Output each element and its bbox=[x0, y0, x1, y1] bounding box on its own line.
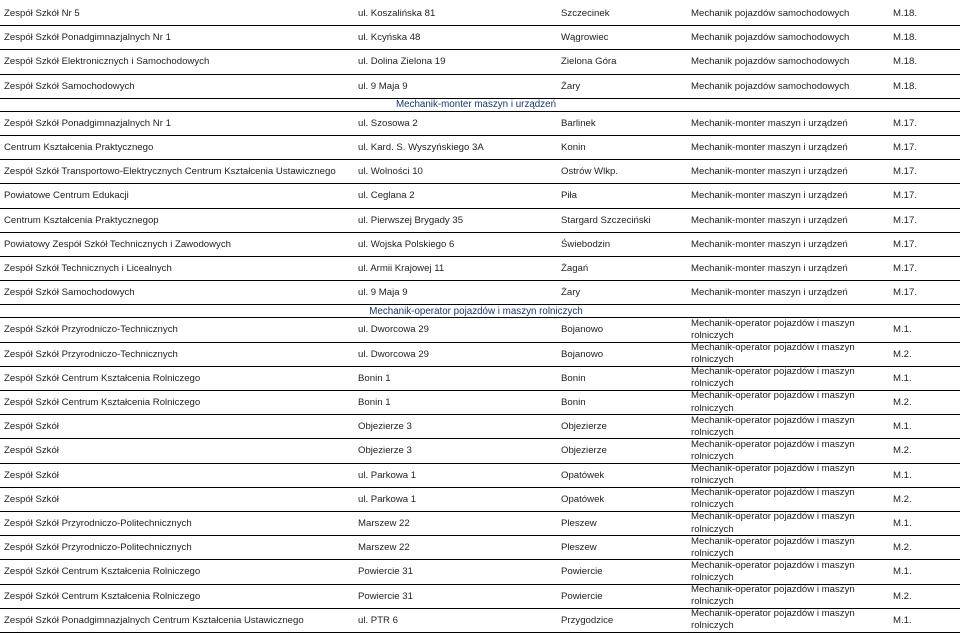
city-cell: Piła bbox=[561, 190, 577, 202]
table-row bbox=[0, 75, 960, 99]
school-cell: Zespół Szkół Samochodowych bbox=[4, 287, 135, 299]
school-cell: Zespół Szkół Samochodowych bbox=[4, 80, 135, 92]
code-cell: M.17. bbox=[893, 117, 917, 129]
city-cell: Opatówek bbox=[561, 469, 605, 481]
profession-cell: Mechanik-operator pojazdów i maszyn rolniczych bbox=[691, 584, 855, 608]
profession-cell: Mechanik-operator pojazdów i maszyn rolniczych bbox=[691, 342, 855, 366]
school-cell: Zespół Szkół Centrum Kształcenia Rolniczego bbox=[4, 590, 201, 602]
school-cell: Zespół Szkół Elektronicznych i Samochodowych bbox=[4, 56, 210, 68]
code-cell: M.18. bbox=[893, 80, 917, 92]
code-cell: M.17. bbox=[893, 238, 917, 250]
code-cell: M.2. bbox=[893, 493, 912, 505]
profession-cell: Mechanik-monter maszyn i urządzeń bbox=[691, 117, 848, 129]
school-cell: Zespół Szkół Transportowo-Elektrycznych Centrum Kształcenia Ustawicznego bbox=[4, 166, 336, 178]
city-cell: Przygodzice bbox=[561, 614, 614, 626]
profession-cell: Mechanik-operator pojazdów i maszyn rolniczych bbox=[691, 318, 855, 341]
address-cell: ul. Ceglana 2 bbox=[358, 190, 415, 202]
code-cell: M.18. bbox=[893, 32, 917, 44]
address-cell: ul. Parkowa 1 bbox=[358, 493, 417, 505]
school-cell: Zespół Szkół Przyrodniczo-Politechnicznych bbox=[4, 542, 192, 554]
city-cell: Objezierze bbox=[561, 445, 607, 457]
city-cell: Bojanowo bbox=[561, 348, 604, 360]
table-row bbox=[0, 50, 960, 74]
profession-cell: Mechanik-monter maszyn i urządzeń bbox=[691, 238, 848, 250]
table-row bbox=[0, 318, 960, 342]
code-cell: M.17. bbox=[893, 214, 917, 226]
code-cell: M.1. bbox=[893, 372, 912, 384]
code-cell: M.17. bbox=[893, 287, 917, 299]
code-cell: M.17. bbox=[893, 166, 917, 178]
table-row bbox=[0, 257, 960, 281]
address-cell: Objezierze 3 bbox=[358, 421, 412, 433]
address-cell: Objezierze 3 bbox=[358, 445, 412, 457]
profession-cell: Mechanik-operator pojazdów i maszyn rolniczych bbox=[691, 415, 855, 438]
profession-cell: Mechanik-operator pojazdów i maszyn rolniczych bbox=[691, 512, 855, 535]
city-cell: Wągrowiec bbox=[561, 32, 609, 44]
profession-cell: Mechanik-operator pojazdów i maszyn rolniczych bbox=[691, 608, 855, 632]
city-cell: Opatówek bbox=[561, 493, 605, 505]
city-cell: Zielona Góra bbox=[561, 56, 617, 68]
profession-cell: Mechanik-operator pojazdów i maszyn rolniczych bbox=[691, 391, 855, 414]
code-cell: M.1. bbox=[893, 566, 912, 578]
city-cell: Żary bbox=[561, 287, 581, 299]
profession-cell: Mechanik-operator pojazdów i maszyn rolniczych bbox=[691, 366, 855, 390]
table-row bbox=[0, 209, 960, 233]
profession-cell: Mechanik-monter maszyn i urządzeń bbox=[691, 263, 848, 275]
city-cell: Objezierze bbox=[561, 421, 607, 433]
profession-cell: Mechanik-monter maszyn i urządzeń bbox=[691, 190, 848, 202]
address-cell: ul. Dworcowa 29 bbox=[358, 324, 429, 336]
school-cell: Zespół Szkół bbox=[4, 421, 59, 433]
profession-cell: Mechanik-monter maszyn i urządzeń bbox=[691, 142, 848, 154]
code-cell: M.1. bbox=[893, 518, 912, 530]
code-cell: M.2. bbox=[893, 590, 912, 602]
address-cell: Powiercie 31 bbox=[358, 590, 413, 602]
code-cell: M.2. bbox=[893, 348, 912, 360]
profession-cell: Mechanik-operator pojazdów i maszyn rolniczych bbox=[691, 487, 855, 511]
table-row bbox=[0, 26, 960, 50]
city-cell: Ostrów Wlkp. bbox=[561, 166, 619, 178]
profession-cell: Mechanik-monter maszyn i urządzeń bbox=[691, 287, 848, 299]
city-cell: Bonin bbox=[561, 397, 586, 409]
school-cell: Zespół Szkół Technicznych i Licealnych bbox=[4, 263, 172, 275]
school-cell: Zespół Szkół Nr 5 bbox=[4, 8, 80, 20]
profession-cell: Mechanik-monter maszyn i urządzeń bbox=[691, 214, 848, 226]
school-cell: Zespół Szkół Ponadgimnazjalnych Nr 1 bbox=[4, 32, 171, 44]
profession-cell: Mechanik-monter maszyn i urządzeń bbox=[691, 166, 848, 178]
city-cell: Świebodzin bbox=[561, 238, 611, 250]
school-cell: Powiatowe Centrum Edukacji bbox=[4, 190, 129, 202]
city-cell: Bojanowo bbox=[561, 324, 604, 336]
table-row bbox=[0, 536, 960, 560]
school-cell: Centrum Kształcenia Praktycznegop bbox=[4, 214, 159, 226]
table-row bbox=[0, 464, 960, 488]
address-cell: Marszew 22 bbox=[358, 542, 410, 554]
city-cell: Barlinek bbox=[561, 117, 596, 129]
table-row bbox=[0, 560, 960, 584]
code-cell: M.17. bbox=[893, 263, 917, 275]
table-row bbox=[0, 391, 960, 415]
code-cell: M.1. bbox=[893, 421, 912, 433]
school-cell: Zespół Szkół bbox=[4, 493, 59, 505]
profession-cell: Mechanik-operator pojazdów i maszyn rolniczych bbox=[691, 560, 855, 583]
table-row bbox=[0, 233, 960, 257]
city-cell: Pleszew bbox=[561, 518, 597, 530]
section-header: Mechanik-monter maszyn i urządzeń bbox=[395, 99, 557, 111]
school-cell: Zespół Szkół bbox=[4, 469, 59, 481]
city-cell: Konin bbox=[561, 142, 586, 154]
address-cell: ul. Kcyńska 48 bbox=[358, 32, 421, 44]
code-cell: M.18. bbox=[893, 56, 917, 68]
table-row bbox=[0, 488, 960, 512]
code-cell: M.1. bbox=[893, 614, 912, 626]
section-header: Mechanik-operator pojazdów i maszyn rolniczych bbox=[369, 305, 583, 317]
table-row bbox=[0, 609, 960, 633]
address-cell: ul. Pierwszej Brygady 35 bbox=[358, 214, 464, 226]
profession-cell: Mechanik pojazdów samochodowych bbox=[691, 56, 850, 68]
table-row bbox=[0, 439, 960, 463]
table-row bbox=[0, 415, 960, 439]
city-cell: Powiercie bbox=[561, 566, 603, 578]
profession-cell: Mechanik-operator pojazdów i maszyn rolniczych bbox=[691, 439, 855, 462]
table-row bbox=[0, 112, 960, 136]
address-cell: ul. PTR 6 bbox=[358, 614, 398, 626]
profession-cell: Mechanik-operator pojazdów i maszyn rolniczych bbox=[691, 463, 855, 487]
city-cell: Żary bbox=[561, 80, 581, 92]
table-row bbox=[0, 585, 960, 609]
address-cell: ul. Koszalińska 81 bbox=[358, 8, 436, 20]
section-header-row bbox=[0, 99, 960, 112]
code-cell: M.2. bbox=[893, 542, 912, 554]
school-cell: Zespół Szkół Przyrodniczo-Technicznych bbox=[4, 324, 178, 336]
address-cell: ul. Dolina Zielona 19 bbox=[358, 56, 446, 68]
table-row bbox=[0, 343, 960, 367]
profession-cell: Mechanik-operator pojazdów i maszyn rolniczych bbox=[691, 536, 855, 559]
city-cell: Powiercie bbox=[561, 590, 603, 602]
address-cell: Bonin 1 bbox=[358, 372, 391, 384]
table-row bbox=[0, 136, 960, 160]
school-cell: Zespół Szkół Centrum Kształcenia Rolniczego bbox=[4, 372, 201, 384]
address-cell: ul. Wojska Polskiego 6 bbox=[358, 238, 455, 250]
address-cell: ul. Kard. S. Wyszyńskiego 3A bbox=[358, 142, 484, 154]
address-cell: Marszew 22 bbox=[358, 518, 410, 530]
school-cell: Zespół Szkół Centrum Kształcenia Rolniczego bbox=[4, 397, 201, 409]
address-cell: ul. Szosowa 2 bbox=[358, 117, 418, 129]
table-row bbox=[0, 367, 960, 391]
profession-cell: Mechanik pojazdów samochodowych bbox=[691, 80, 850, 92]
school-cell: Zespół Szkół Ponadgimnazjalnych Centrum Kształcenia Ustawicznego bbox=[4, 614, 304, 626]
table-row bbox=[0, 281, 960, 305]
school-cell: Zespół Szkół Ponadgimnazjalnych Nr 1 bbox=[4, 117, 171, 129]
school-cell: Centrum Kształcenia Praktycznego bbox=[4, 142, 154, 154]
code-cell: M.17. bbox=[893, 142, 917, 154]
city-cell: Szczecinek bbox=[561, 8, 610, 20]
address-cell: ul. Armii Krajowej 11 bbox=[358, 263, 445, 275]
code-cell: M.2. bbox=[893, 445, 912, 457]
address-cell: ul. Parkowa 1 bbox=[358, 469, 417, 481]
table-row bbox=[0, 512, 960, 536]
address-cell: ul. 9 Maja 9 bbox=[358, 80, 408, 92]
table-row bbox=[0, 160, 960, 184]
profession-cell: Mechanik pojazdów samochodowych bbox=[691, 32, 850, 44]
address-cell: Powiercie 31 bbox=[358, 566, 413, 578]
code-cell: M.17. bbox=[893, 190, 917, 202]
code-cell: M.18. bbox=[893, 8, 917, 20]
code-cell: M.1. bbox=[893, 324, 912, 336]
code-cell: M.2. bbox=[893, 397, 912, 409]
section-header-row bbox=[0, 305, 960, 318]
profession-cell: Mechanik pojazdów samochodowych bbox=[691, 8, 850, 20]
address-cell: ul. Dworcowa 29 bbox=[358, 348, 429, 360]
school-cell: Zespół Szkół Przyrodniczo-Politechnicznych bbox=[4, 518, 192, 530]
address-cell: ul. 9 Maja 9 bbox=[358, 287, 408, 299]
table-row bbox=[0, 2, 960, 26]
school-cell: Zespół Szkół bbox=[4, 445, 59, 457]
school-cell: Powiatowy Zespół Szkół Technicznych i Zawodowych bbox=[4, 238, 231, 250]
code-cell: M.1. bbox=[893, 469, 912, 481]
address-cell: ul. Wolności 10 bbox=[358, 166, 423, 178]
city-cell: Żagań bbox=[561, 263, 589, 275]
city-cell: Bonin bbox=[561, 372, 586, 384]
city-cell: Pleszew bbox=[561, 542, 597, 554]
city-cell: Stargard Szczeciński bbox=[561, 214, 651, 226]
table-row bbox=[0, 184, 960, 208]
school-cell: Zespół Szkół Przyrodniczo-Technicznych bbox=[4, 348, 178, 360]
address-cell: Bonin 1 bbox=[358, 397, 391, 409]
school-cell: Zespół Szkół Centrum Kształcenia Rolniczego bbox=[4, 566, 201, 578]
